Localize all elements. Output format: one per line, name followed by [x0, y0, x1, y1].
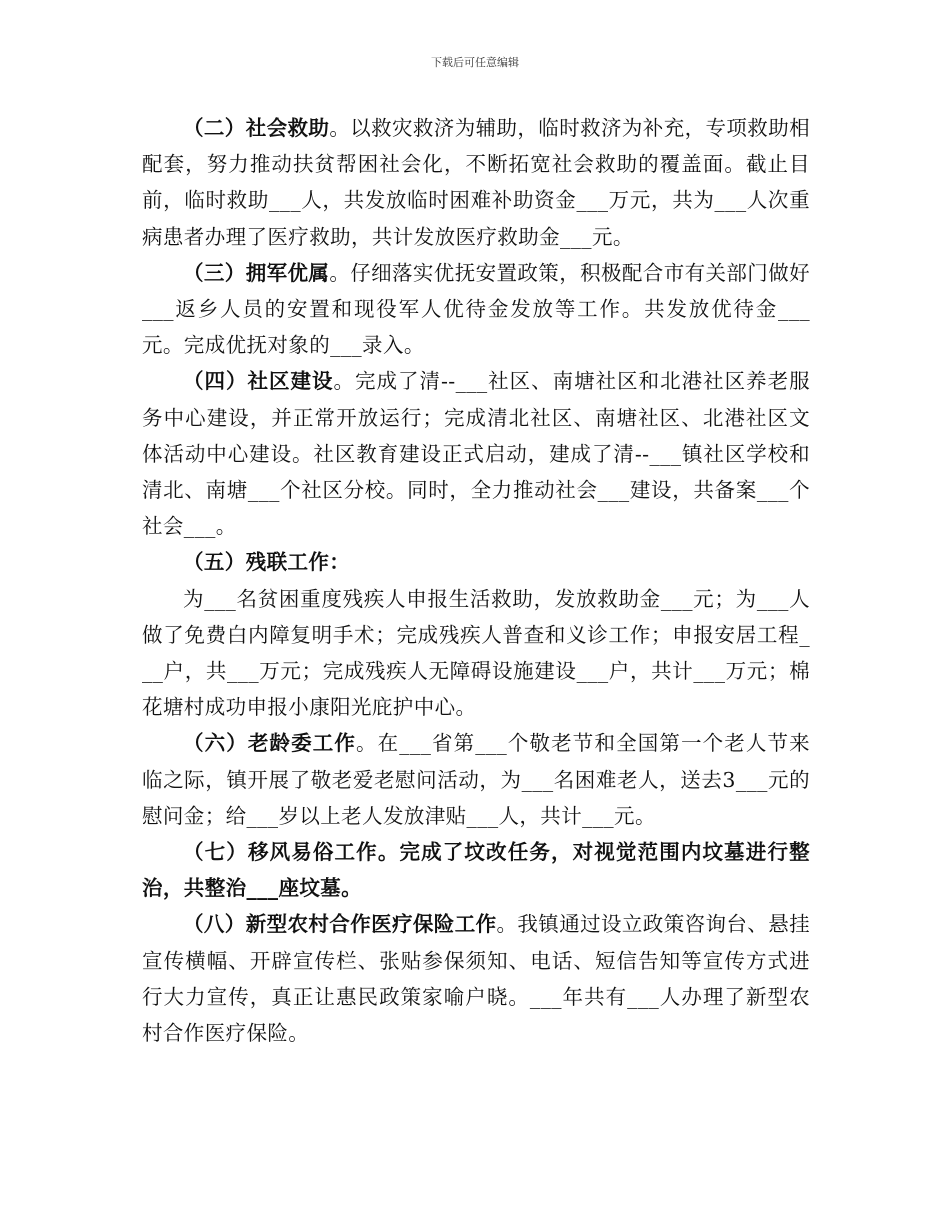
- section-heading: （七）移风易俗工作。完成了坟改任务，对视觉范围内坟墓进行整治，共整治___座坟墓。: [142, 840, 810, 901]
- section-heading: （三）拥军优属: [183, 260, 330, 285]
- section-heading: （四）社区建设: [183, 369, 334, 394]
- section-heading: （二）社会救助: [183, 116, 330, 140]
- section-military-support: [142, 255, 810, 364]
- section-community-building: [142, 363, 810, 544]
- section-body: 。在___省第___个敬老节和全国第一个老人节来临之际，镇开展了敬老爱老慰问活动，为___名困难老人，送去3___元的慰问金；给___岁以上老人发放津贴___人，共计___元。: [142, 731, 810, 828]
- section-disability-federation: [142, 544, 810, 580]
- section-customs-reform: [142, 834, 810, 906]
- section-heading: （六）老龄委工作: [183, 731, 357, 756]
- section-rural-medical-insurance: [142, 906, 810, 1051]
- document-body: [142, 110, 810, 1051]
- section-body: 。完成了清--___社区、南塘社区和北港社区养老服务中心建设，并正常开放运行；完成清北社区、南塘社区、北港社区文体活动中心建设。社区教育建设正式启动，建成了清--___镇社区学校和清北、南塘___个社区分校。同时，全力推动社会___建设，共备案___个社会___。: [142, 369, 810, 539]
- section-social-assistance: [142, 110, 810, 255]
- section-body: 为___名贫困重度残疾人申报生活救助，发放救助金___元；为___人做了免费白内障复明手术；完成残疾人普查和义诊工作；申报安居工程___户，共___万元；完成残疾人无障碍设施建设___户，共计___万元；棉花塘村成功申报小康阳光庇护中心。: [142, 586, 810, 720]
- section-heading: （八）新型农村合作医疗保险工作: [183, 912, 497, 937]
- section-body: 。我镇通过设立政策咨询台、悬挂宣传横幅、开辟宣传栏、张贴参保须知、电话、短信告知等宣传方式进行大力宣传，真正让惠民政策家喻户晓。___年共有___人办理了新型农村合作医疗保险。: [142, 912, 810, 1046]
- section-disability-details: [142, 581, 810, 726]
- section-body: 。以救灾救济为辅助，临时救济为补充，专项救助相配套，努力推动扶贫帮困社会化，不断拓宽社会救助的覆盖面。截止目前，临时救助___人，共发放临时困难补助资金___万元，共为___人次重病患者办理了医疗救助，共计发放医疗救助金___元。: [142, 116, 811, 249]
- section-elderly-committee: [142, 725, 810, 834]
- section-body: 。仔细落实优抚安置政策，积极配合市有关部门做好___返乡人员的安置和现役军人优待金发放等工作。共发放优待金___元。完成优抚对象的___录入。: [142, 260, 811, 358]
- page-header: 下载后可任意编辑: [431, 56, 519, 69]
- section-heading: （五）残联工作：: [183, 550, 351, 575]
